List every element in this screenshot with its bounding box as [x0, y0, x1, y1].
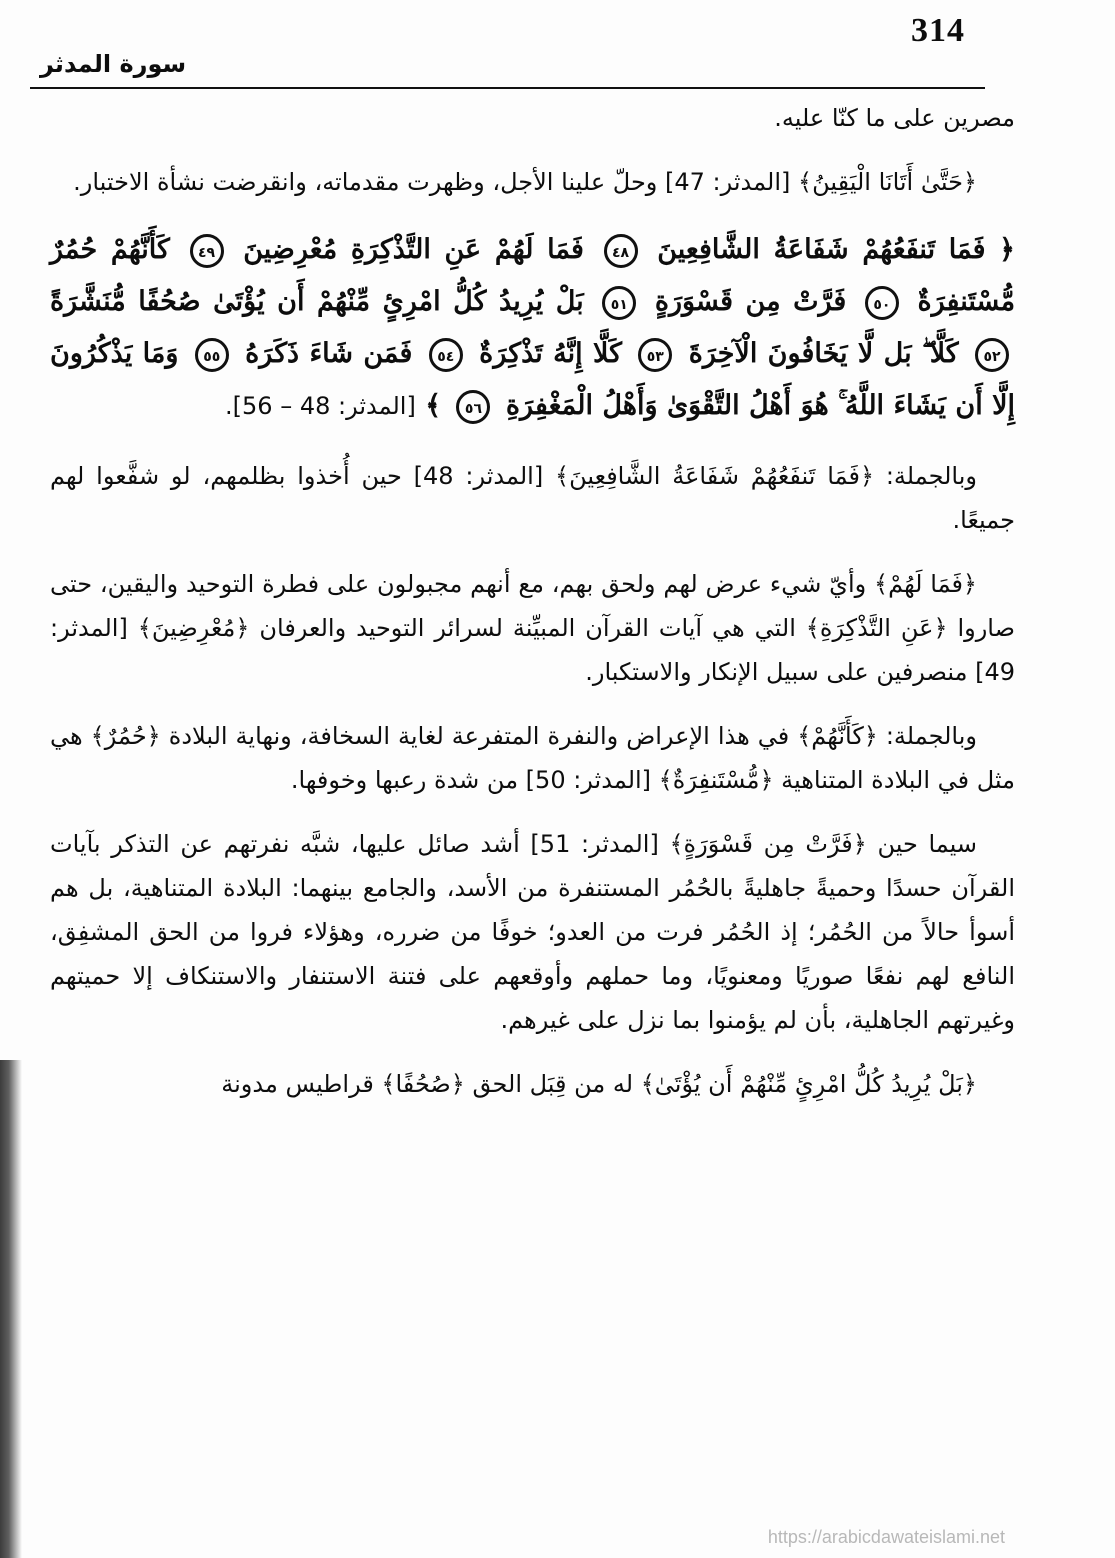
verse-51-text: فَرَّتْ مِن قَسْوَرَةٍ: [654, 286, 847, 317]
ayah-number-54: ٥٤: [429, 338, 463, 372]
page-header: [30, 8, 965, 88]
quran-reference: [المدثر: 48 – 56].: [225, 392, 416, 420]
paragraph-5: وبالجملة: ﴿كَأَنَّهُمْ﴾ في هذا الإعراض والنفرة المتفرعة لغاية السخافة، ونهاية البلادة ﴿حُمُرٌ﴾ هي مثل في البلادة المتناهية ﴿مُّسْتَنفِرَةٌ﴾ [المدثر: 50] من شدة رعبها وخوفها.: [50, 722, 1015, 794]
paragraph-2: ﴿حَتَّىٰ أَتَانَا الْيَقِينُ﴾ [المدثر: 47] وحلّ علينا الأجل، وظهرت مقدماته، وانقرضت نشأة الاختبار.: [73, 168, 977, 196]
verse-48-text: فَمَا تَنفَعُهُمْ شَفَاعَةُ الشَّافِعِينَ: [657, 234, 986, 265]
paragraph-1: مصرين على ما كنّا عليه.: [774, 104, 1015, 132]
ayah-number-53: ٥٣: [638, 338, 672, 372]
verse-55-text: فَمَن شَاءَ ذَكَرَهُ: [245, 338, 413, 369]
ayah-number-52: ٥٢: [975, 338, 1009, 372]
ayah-number-56: ٥٦: [456, 390, 490, 424]
verse-52-text: بَلْ يُرِيدُ كُلُّ امْرِئٍ مِّنْهُمْ أَن يُؤْتَىٰ صُحُفًا مُّنَشَّرَةً: [50, 286, 584, 317]
ayah-number-50: ٥٠: [865, 286, 899, 320]
paragraph-6: سيما حين ﴿فَرَّتْ مِن قَسْوَرَةٍ﴾ [المدثر: 51] أشد صائل عليها، شبَّه نفرتهم عن التذكر بآيات القرآن حسدًا وحميةً جاهليةً بالحُمُر المستنفرة من الأسد، والجامع بينهما: البلادة المتناهية، بل هم أسوأ حالاً من الحُمُر؛ إذ الحُمُر فرت من العدو؛ خوفًا من ضرره، وهؤلاء فروا من الحق المشفِق، النافع لهم نفعًا صوريًا ومعنويًا، وما حملهم وأوقعهم على فتنة الاستنفار والاستنكاف إلا حميتهم وغيرتهم الجاهلية، بأن لم يؤمنوا بما نزل على غيرهم.: [50, 830, 1015, 1034]
paragraph-7: ﴿بَلْ يُرِيدُ كُلُّ امْرِئٍ مِّنْهُمْ أَن يُؤْتَىٰ﴾ له من قِبَل الحق ﴿صُحُفًا﴾ قراطيس مدونة: [221, 1070, 977, 1098]
source-watermark: https://arabicdawateislami.net: [767, 1527, 1005, 1547]
ayah-number-48: ٤٨: [604, 234, 638, 268]
page-body: [50, 96, 1015, 1126]
paragraph-3: وبالجملة: ﴿فَمَا تَنفَعُهُمْ شَفَاعَةُ الشَّافِعِينَ﴾ [المدثر: 48] حين أُخذوا بظلمهم، لو شفَّعوا لهم جميعًا.: [50, 462, 1015, 534]
ayah-number-49: ٤٩: [190, 234, 224, 268]
header-divider: [30, 87, 985, 89]
verse-50-text: كَأَنَّهُمْ حُمُرٌ مُّسْتَنفِرَةٌ: [50, 234, 1016, 317]
verse-49-text: فَمَا لَهُمْ عَنِ التَّذْكِرَةِ مُعْرِضِينَ: [243, 234, 584, 265]
verse-54-text: كَلَّا إِنَّهُ تَذْكِرَةٌ: [479, 338, 622, 369]
ayah-number-51: ٥١: [602, 286, 636, 320]
verse-56-text: وَمَا يَذْكُرُونَ إِلَّا أَن يَشَاءَ اللَّهُ ۚ هُوَ أَهْلُ التَّقْوَىٰ وَأَهْلُ الْمَغْفِرَةِ: [50, 338, 1015, 421]
verse-53-text: كَلَّا ۖ بَل لَّا يَخَافُونَ الْآخِرَةَ: [688, 338, 959, 369]
paragraph-4: ﴿فَمَا لَهُمْ﴾ وأيّ شيء عرض لهم ولحق بهم، مع أنهم مجبولون على فطرة التوحيد واليقين، حتى صاروا ﴿عَنِ التَّذْكِرَةِ﴾ التي هي آيات القرآن المبيِّنة لسرائر التوحيد والعرفان ﴿مُعْرِضِينَ﴾ [المدثر: 49] منصرفين على سبيل الإنكار والاستكبار.: [50, 570, 1015, 686]
quran-close-bracket: ﴾: [425, 390, 442, 421]
scan-shadow-edge: [0, 1060, 22, 1558]
surah-title: سورة المدثر: [40, 50, 187, 78]
page-number: 314: [911, 12, 965, 49]
quran-open-bracket: ﴿: [999, 234, 1015, 265]
quran-verses-block: [50, 224, 1015, 432]
ayah-number-55: ٥٥: [195, 338, 229, 372]
